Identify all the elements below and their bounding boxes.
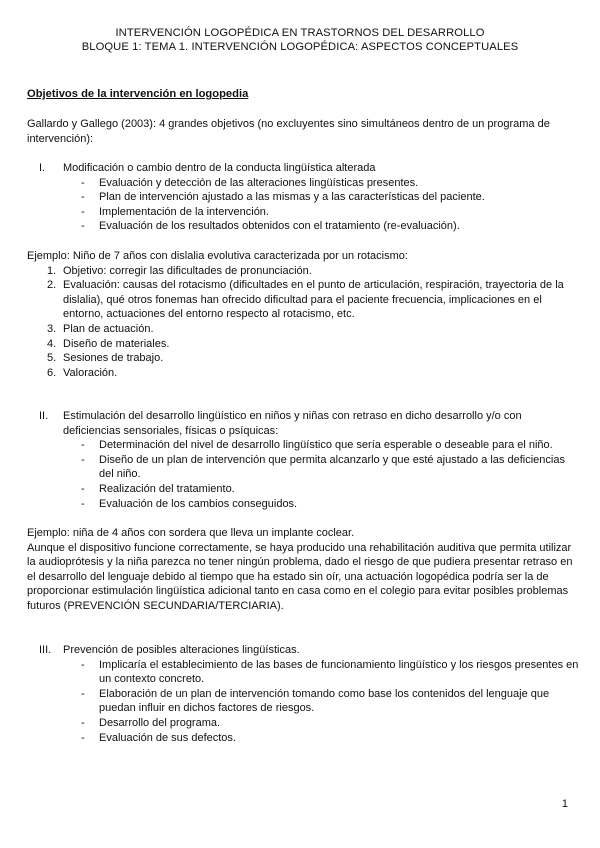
header-line-2: BLOQUE 1: TEMA 1. INTERVENCIÓN LOGOPÉDICA: ASPECTOS CONCEPTUALES xyxy=(81,41,519,53)
list-item: - Realización del tratamiento. xyxy=(81,482,235,495)
example-2 xyxy=(27,526,579,614)
objective-1-number: I. xyxy=(39,162,46,174)
list-item: - Plan de intervención ajustado a las mismas y a las características del paciente. xyxy=(81,191,485,204)
list-item: 3. Plan de actuación. xyxy=(47,322,154,335)
objective-3-text: Prevención de posibles alteraciones lingüísticas. xyxy=(63,644,300,656)
list-item: 1. Objetivo: corregir las dificultades de pronunciación. xyxy=(47,264,312,277)
objective-2 xyxy=(27,409,579,511)
objective-1-text: Modificación o cambio dentro de la conducta lingüística alterada xyxy=(63,162,376,174)
header-line-1: INTERVENCIÓN LOGOPÉDICA EN TRASTORNOS DEL DESARROLLO xyxy=(115,27,485,39)
list-item: - Evaluación de sus defectos. xyxy=(81,731,236,744)
list-item: - Desarrollo del programa. xyxy=(81,716,221,729)
example-1-intro: Ejemplo: Niño de 7 años con dislalia evolutiva caracterizada por un rotacismo: xyxy=(27,250,408,262)
objective-3 xyxy=(27,643,579,745)
list-item: 5. Sesiones de trabajo. xyxy=(47,352,164,365)
list-item: - Elaboración de un plan de intervención tomando como base los contenidos del lenguaje que puedan influir en dichos factores de riesgos. xyxy=(81,687,550,715)
list-item: - Evaluación de los resultados obtenidos con el tratamiento (re-evaluación). xyxy=(81,220,460,233)
objective-1-list xyxy=(27,176,579,234)
list-item: - Implementación de la intervención. xyxy=(81,205,269,218)
list-item: 4. Diseño de materiales. xyxy=(47,337,170,350)
list-item: - Evaluación de los cambios conseguidos. xyxy=(81,497,298,510)
example-1 xyxy=(27,249,579,380)
list-item: 2. Evaluación: causas del rotacismo (dificultades en el punto de articulación, respiración, trayectoria de la dislalia), qué otros fonemas han ofrecido dificultad para el paciente frecuencia, implicaciones en el entorno, actuaciones del entorno respecto al rotacismo, etc. xyxy=(47,279,564,321)
objective-2-text: Estimulación del desarrollo lingüístico en niños y niñas con retraso en dicho desarrollo y/o con deficiencias sensoriales, físicas o psíquicas: xyxy=(63,410,522,437)
objective-3-number: III. xyxy=(39,644,52,656)
objective-3-list xyxy=(27,658,579,746)
objective-3-heading xyxy=(27,643,579,658)
page-number: 1 xyxy=(561,798,568,810)
list-item: 6. Valoración. xyxy=(47,366,118,379)
example-2-text: Aunque el dispositivo funcione correctamente, se haya producido una rehabilitación auditiva que permita utilizar la audioprótesis y la niña parezca no tener ningún problema, dado el riesgo de que pudiera presentar retraso en el desarrollo del lenguaje debido al tiempo que ha estado sin oír, una actuación logopédica podría ser la de proporcionar estimulación lingüística adicional tanto en casa como en el colegio para evitar posibles problemas futuros (PREVENCIÓN SECUNDARIA/TERCIARIA). xyxy=(27,541,573,612)
list-item: - Determinación del nivel de desarrollo lingüístico que sería esperable o deseable para el niño. xyxy=(81,439,553,452)
objective-2-heading xyxy=(27,409,579,438)
objective-2-number: II. xyxy=(39,410,49,422)
example-2-intro: Ejemplo: niña de 4 años con sordera que lleva un implante coclear. xyxy=(27,527,355,539)
list-item: - Implicaría el establecimiento de las bases de funcionamiento lingüístico y los riesgos presentes en un contexto concreto. xyxy=(81,658,579,686)
section-title: Objetivos de la intervención en logopedia xyxy=(27,88,249,100)
objective-2-list xyxy=(27,438,579,511)
page-header xyxy=(0,26,600,54)
list-item: - Evaluación y detección de las alteraciones lingüísticas presentes. xyxy=(81,176,419,189)
objective-1 xyxy=(27,161,579,234)
list-item: - Diseño de un plan de intervención que permita alcanzarlo y que esté ajustado a las deficiencias del niño. xyxy=(81,453,565,481)
objective-1-heading xyxy=(27,161,579,176)
intro-paragraph: Gallardo y Gallego (2003): 4 grandes objetivos (no excluyentes sino simultáneos dentro de un programa de intervención): xyxy=(27,118,550,145)
example-1-steps xyxy=(27,264,579,381)
